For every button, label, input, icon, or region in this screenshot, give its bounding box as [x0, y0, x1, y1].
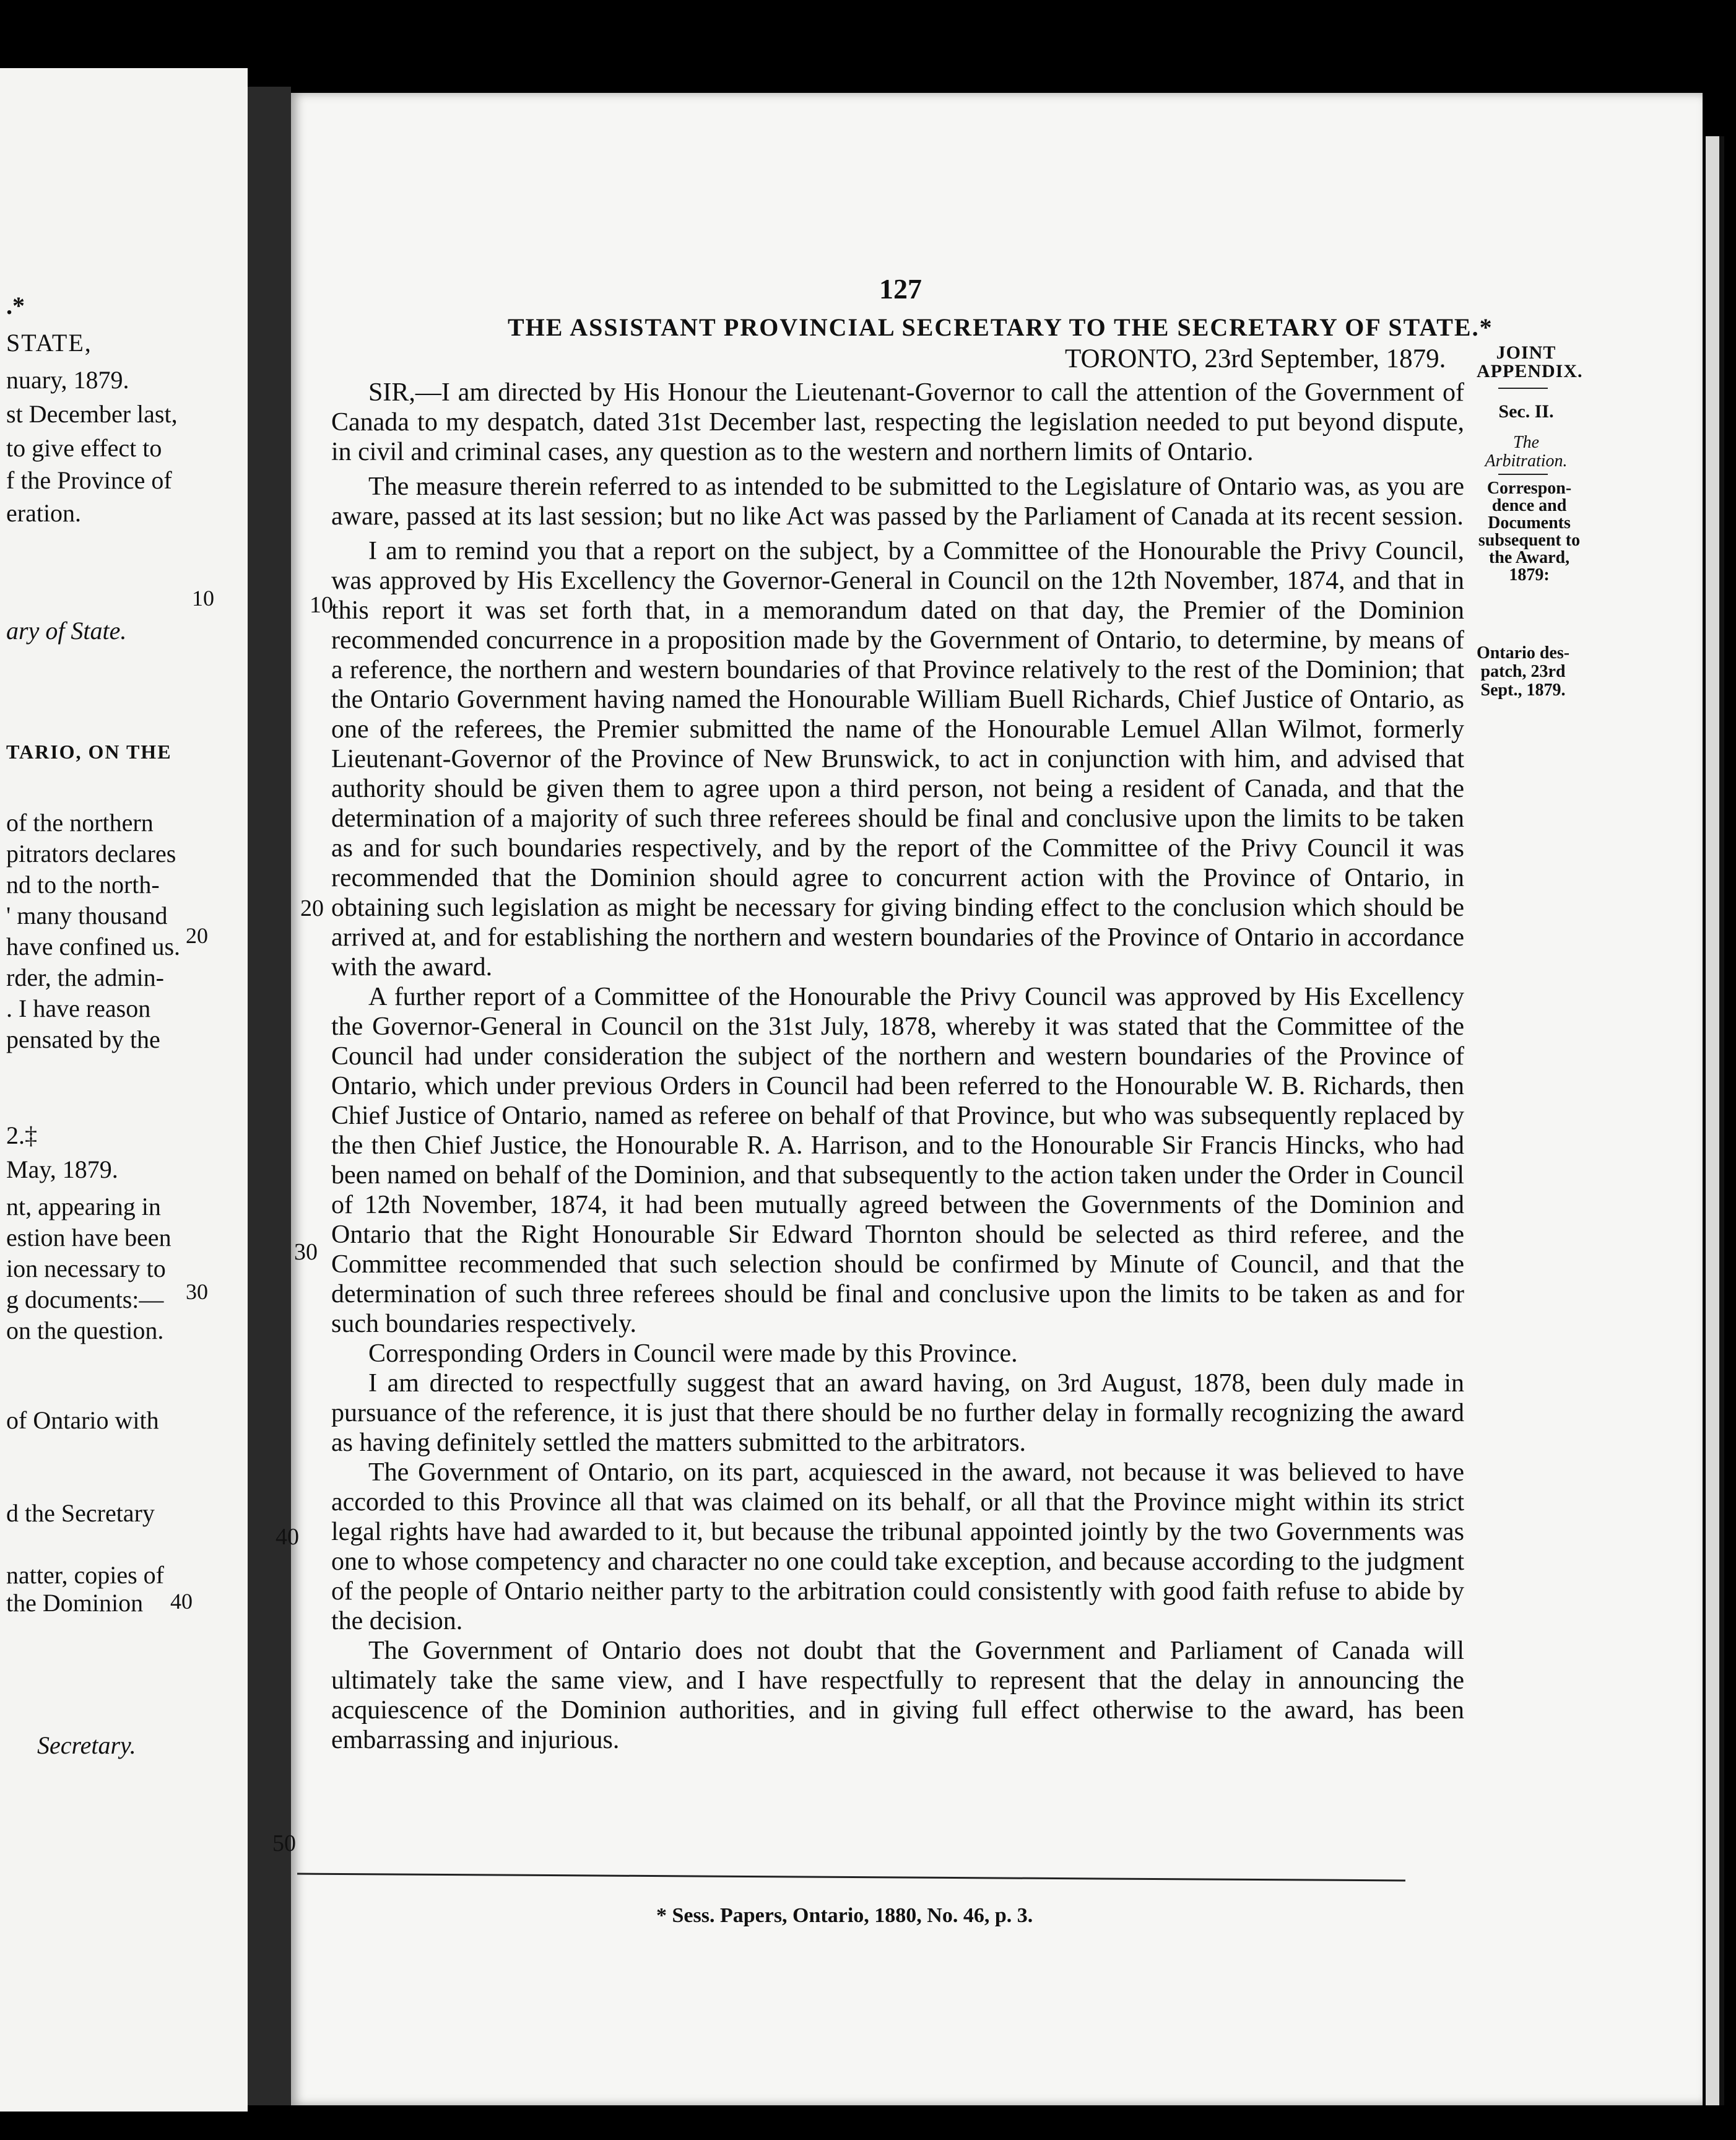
left-line: . I have reason	[6, 994, 151, 1022]
line-number: 20	[300, 895, 324, 921]
left-line: nuary, 1879.	[6, 366, 129, 394]
left-line: STATE,	[6, 329, 92, 357]
line-number: 30	[294, 1239, 318, 1265]
left-line: .*	[6, 292, 25, 320]
left-line-number: 40	[170, 1589, 193, 1614]
paragraph: The Government of Ontario does not doubt that the Government and Parliament of Canada will ultimately take the same view, and I have respectfully to represent that the delay in announcing the acquiescence of the Dominion authorities, and in giving full effect otherwise to the award, has been embarrassing and injurious.	[331, 1637, 1464, 1754]
left-line: d the Secretary	[6, 1499, 155, 1527]
left-line: eration.	[6, 499, 82, 527]
left-line: g documents:—	[6, 1285, 164, 1313]
left-line: of Ontario with	[6, 1406, 159, 1434]
left-line: ary of State.	[6, 617, 127, 645]
margin-note-despatch: Ontario des- patch, 23rd Sept., 1879.	[1476, 643, 1570, 700]
paragraph: The Government of Ontario, on its part, acquiesced in the award, not because it was believed to have accorded to this Province all that was claimed on its behalf, or all that the Province might within its strict legal rights have had awarded to it, but because the tribunal appointed jointly by the two Governments was one to whose competency and character no one could take exception, and because according to the judgment of the people of Ontario neither party to the arbitration could consistently with good faith refuse to abide by the decision.	[331, 1458, 1464, 1635]
margin-note-section: Sec. II.	[1498, 401, 1554, 422]
left-line: rder, the admin-	[6, 963, 164, 991]
left-line-number: 30	[186, 1279, 208, 1304]
paragraph: Corresponding Orders in Council were made by this Province.	[368, 1339, 1018, 1368]
page-edge-shadow	[1719, 136, 1724, 2105]
paragraph: I am to remind you that a report on the subject, by a Committee of the Honourable the Privy Council, was approved by His Excellency the Governor-General in Council on the 12th November, 1874, and that in this report it was set forth that, in a memorandum dated on that day, the Premier of the Dominion recommended concurrence in a proposition made by the Government of Ontario, to determine, by means of a reference, the northern and western boundaries of that Province relatively to the rest of the Dominion; that the Ontario Government having named the Honourable William Buell Richards, Chief Justice of Ontario, as one of the referees, the Premier submitted the name of the Honourable Lemuel Allan Wilmot, formerly Lieutenant-Governor of the Province of New Brunswick, to act in conjunction with him, and advised that authority should be given them to agree upon a third person, not being a resident of Canada, and that the determination of a majority of such three referees should be final and conclusive upon the limits to be taken as and for such boundaries respectively, and by the report of the Committee of the Privy Council it was recommended that the Dominion should agree to concurrent action with the Province of Ontario, in obtaining such legislation as might be necessary for giving binding effect to the conclusion which should be arrived at, and for establishing the northern and western boundaries of the Province of Ontario in accordance with the award.	[331, 537, 1464, 981]
left-line: May, 1879.	[6, 1155, 118, 1183]
paragraph: SIR,—I am directed by His Honour the Lieutenant-Governor to call the attention of the Government of Canada to my despatch, dated 31st December last, respecting the legislation needed to put beyond dispute, in civil and criminal cases, any question as to the western and northern limits of Ontario.	[331, 378, 1464, 466]
left-line: pitrators declares	[6, 840, 176, 868]
paragraph: The measure therein referred to as intended to be submitted to the Legislature of Ontario was, as you are aware, passed at its last session; but no like Act was passed by the Parliament of Canada at its recent session.	[331, 472, 1464, 531]
margin-note-appendix: JOINT APPENDIX.	[1477, 342, 1583, 381]
letter-heading: THE ASSISTANT PROVINCIAL SECRETARY TO THE SECRETARY OF STATE.*	[508, 313, 1493, 341]
left-line: ' many thousand	[6, 902, 168, 929]
left-line: on the question.	[6, 1316, 164, 1344]
left-line-number: 20	[186, 923, 208, 948]
margin-rule	[1498, 474, 1548, 475]
margin-note-arbitration: The Arbitration.	[1485, 433, 1568, 471]
paragraph: A further report of a Committee of the Honourable the Privy Council was approved by His Excellency the Governor-General in Council on the 31st July, 1878, whereby it was stated that the Committee of the Council had under consideration the subject of the northern and western boundaries of the Province of Ontario, which under previous Orders in Council had been referred to the Honourable W. B. Richards, then Chief Justice of Ontario, named as referee on behalf of that Province, but who was subsequently replaced by the then Chief Justice, the Honourable R. A. Harrison, and to the Honourable Sir Francis Hincks, who had been named on behalf of the Dominion, and that subsequently to the action taken under the Order in Council of 12th November, 1874, it had been mutually agreed between the Governments of the Dominion and Ontario that the Right Honourable Sir Edward Thornton should be selected as third referee, and the Committee recommended that such selection should be confirmed by Minute of Council, and that the determination of such three referees should be final and conclusive upon the limits to be taken as and for such boundaries respectively.	[331, 983, 1464, 1338]
left-line: Secretary.	[37, 1731, 136, 1759]
letter-body	[331, 378, 1464, 1755]
dateline: TORONTO, 23rd September, 1879.	[1065, 344, 1446, 373]
book-gutter	[248, 87, 291, 2105]
left-line: have confined us.	[6, 933, 181, 960]
left-line: pensated by the	[6, 1025, 160, 1053]
left-line: f the Province of	[6, 466, 172, 494]
page-number: 127	[879, 273, 922, 305]
margin-note-correspondence: Correspon- dence and Documents subsequent to the Award, 1879:	[1478, 479, 1581, 585]
left-line: 2.‡	[6, 1121, 37, 1149]
left-line: st December last,	[6, 400, 178, 428]
left-line: of the northern	[6, 809, 154, 837]
left-line: the Dominion	[6, 1589, 144, 1617]
footnote: * Sess. Papers, Ontario, 1880, No. 46, p. 3.	[656, 1904, 1033, 1927]
left-line-number: 10	[192, 586, 214, 611]
line-number: 40	[276, 1524, 299, 1550]
line-number: 50	[272, 1830, 296, 1856]
left-line: to give effect to	[6, 434, 162, 462]
left-line: estion have been	[6, 1224, 171, 1251]
margin-rule	[1498, 388, 1548, 389]
left-line: natter, copies of	[6, 1561, 164, 1589]
left-line: TARIO, ON THE	[6, 741, 172, 763]
left-line: ion necessary to	[6, 1255, 166, 1282]
left-line: nt, appearing in	[6, 1193, 161, 1220]
line-number: 10	[310, 592, 333, 618]
left-line: nd to the north-	[6, 871, 160, 898]
paragraph: I am directed to respectfully suggest that an award having, on 3rd August, 1878, been duly made in pursuance of the reference, it is just that there should be no further delay in formally recognizing the award as having definitely settled the matters submitted to the arbitrators.	[331, 1369, 1464, 1457]
page-edge	[1706, 136, 1719, 2105]
